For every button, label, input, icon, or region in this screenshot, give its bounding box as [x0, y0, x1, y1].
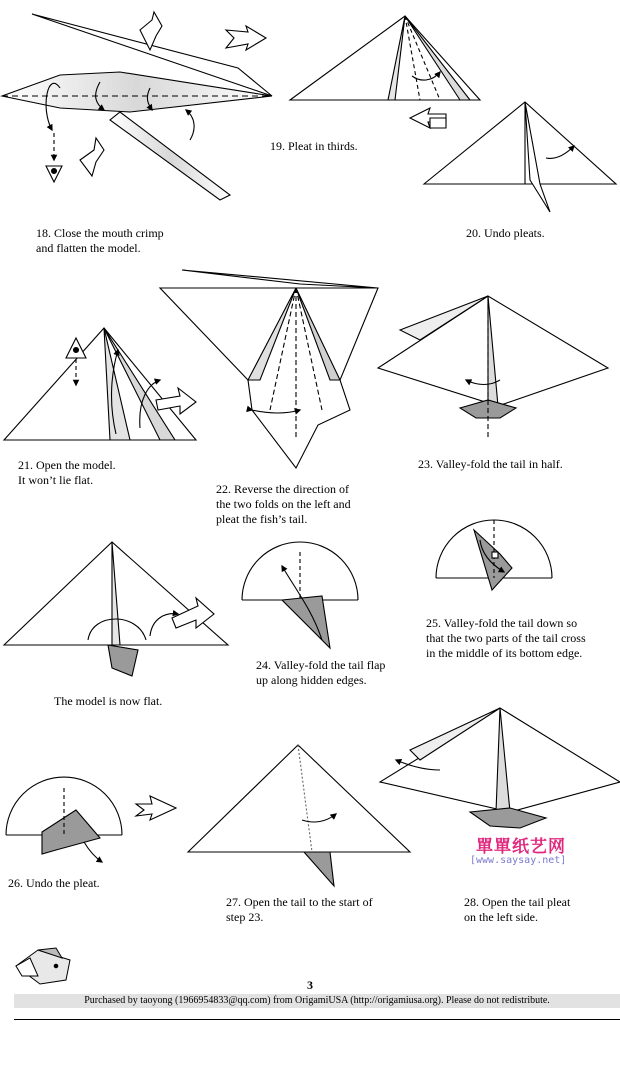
step18-caption [36, 226, 164, 256]
step23-diagram [378, 296, 608, 440]
step26-caption [8, 876, 100, 891]
caption-line: 19. Pleat in thirds. [270, 139, 358, 153]
step20-diagram [424, 102, 616, 212]
step18-diagram [2, 12, 272, 200]
footer-text: Purchased by taoyong (1966954833@qq.com) from OrigamiUSA (http://origamiusa.org). Please do not redistribute. [84, 995, 550, 1006]
caption-line: 22. Reverse the direction of [216, 482, 349, 496]
caption-line: 28. Open the tail pleat [464, 895, 571, 909]
step24-caption [256, 658, 385, 688]
watermark-url: [www.saysay.net] [470, 855, 567, 866]
caption-line: 20. Undo pleats. [466, 226, 545, 240]
step27-caption [226, 895, 373, 925]
caption-line: The model is now flat. [54, 694, 163, 708]
caption-line: and flatten the model. [36, 241, 141, 255]
step20-caption [466, 226, 545, 241]
caption-line: It won’t lie flat. [18, 473, 94, 487]
page-number: 3 [307, 978, 313, 992]
step26-diagram [6, 777, 176, 862]
caption-line: 24. Valley-fold the tail flap [256, 658, 386, 672]
flat-model-caption [54, 694, 162, 709]
caption-line: pleat the fish’s tail. [216, 512, 308, 526]
flat-model-diagram [4, 542, 228, 676]
footer-rule [14, 1019, 620, 1020]
step19-diagram [290, 16, 480, 128]
step23-caption [418, 457, 563, 472]
caption-line: 23. Valley-fold the tail in half. [418, 457, 563, 471]
caption-line: 26. Undo the pleat. [8, 876, 100, 890]
step24-diagram [242, 542, 358, 648]
watermark-brand: 單單纸艺网 [476, 837, 566, 857]
caption-line: the two folds on the left and [216, 497, 351, 511]
step28-diagram [380, 708, 620, 828]
step28-caption [464, 895, 570, 925]
caption-line: step 23. [226, 910, 264, 924]
caption-line: on the left side. [464, 910, 538, 924]
caption-line: 21. Open the model. [18, 458, 116, 472]
caption-line: 27. Open the tail to the start of [226, 895, 373, 909]
caption-line: 18. Close the mouth crimp [36, 226, 164, 240]
caption-line: 25. Valley-fold the tail down so [426, 616, 578, 630]
step21-diagram [4, 328, 196, 440]
footer-bar [14, 994, 620, 1008]
fish-icon [16, 948, 70, 984]
step25-diagram [436, 520, 552, 590]
caption-line: up along hidden edges. [256, 673, 367, 687]
step19-caption [270, 139, 358, 154]
step25-caption [426, 616, 586, 661]
caption-line: in the middle of its bottom edge. [426, 646, 583, 660]
step22-caption [216, 482, 351, 527]
caption-line: that the two parts of the tail cross [426, 631, 586, 645]
step27-diagram [188, 745, 410, 886]
step21-caption [18, 458, 116, 488]
